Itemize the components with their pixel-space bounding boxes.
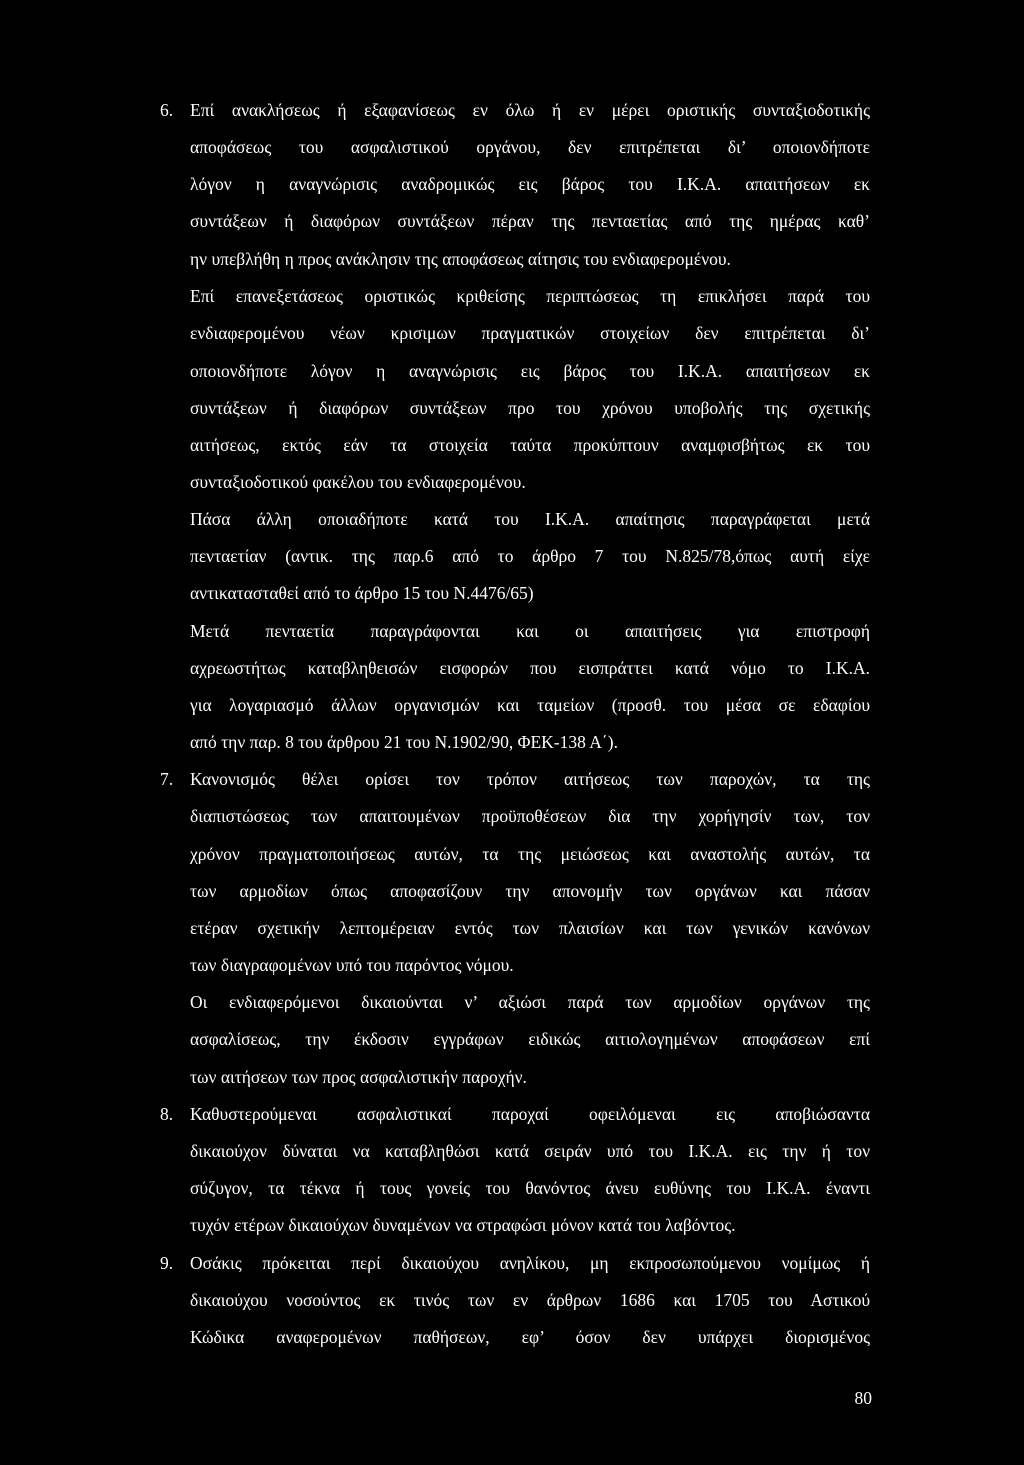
text-line: δικαιούχον δύναται να καταβληθώσι κατά σειράν υπό του Ι.Κ.Α. εις την ή τον — [190, 1141, 870, 1161]
text-line: Οι ενδιαφερόμενοι δικαιούνται ν’ αξιώσι παρά των αρμοδίων οργάνων της — [190, 992, 870, 1012]
text-line: για λογαριασμό άλλων οργανισμών και ταμείων (προσθ. του μέσα σε εδαφίου — [190, 695, 870, 715]
text-line: διαπιστώσεως των απαιτουμένων προϋποθέσεων δια την χορήγησίν των, τον — [190, 806, 870, 826]
text-line: σύζυγον, τα τέκνα ή τους γονείς του θανόντος άνευ ευθύνης του Ι.Κ.Α. έναντι — [190, 1178, 870, 1198]
text-line: αιτήσεως, εκτός εάν τα στοιχεία ταύτα προκύπτουν αναμφισβήτως εκ του — [190, 435, 870, 455]
text-line: οποιονδήποτε λόγον η αναγνώρισις εις βάρος του Ι.Κ.Α. απαιτήσεων εκ — [190, 361, 870, 381]
text-line: Μετά πενταετία παραγράφονται και οι απαιτήσεις για επιστροφή — [190, 621, 870, 641]
text-line: Πάσα άλλη οποιαδήποτε κατά του Ι.Κ.Α. απαίτησις παραγράφεται μετά — [190, 509, 870, 529]
item-number: 8. — [160, 1104, 174, 1124]
text-line: χρόνον πραγματοποιήσεως αυτών, τα της μειώσεως και αναστολής αυτών, τα — [190, 844, 870, 864]
text-line: αποφάσεως του ασφαλιστικού οργάνου, δεν επιτρέπεται δι’ οποιονδήποτε — [190, 137, 870, 157]
text-line: ετέραν σχετικήν λεπτομέρειαν εντός των πλαισίων και των γενικών κανόνων — [190, 918, 870, 938]
text-line: Κανονισμός θέλει ορίσει τον τρόπον αιτήσεως των παροχών, τα της — [190, 769, 870, 789]
text-line: πενταετίαν (αντικ. της παρ.6 από το άρθρο 7 του Ν.825/78,όπως αυτή είχε — [190, 546, 870, 566]
text-line: Καθυστερούμεναι ασφαλιστικαί παροχαί οφειλόμεναι εις αποβιώσαντα — [190, 1104, 870, 1124]
text-line: από την παρ. 8 του άρθρου 21 του Ν.1902/90, ΦΕΚ-138 Α΄). — [190, 732, 618, 752]
text-line: συνταξιοδοτικού φακέλου του ενδιαφερομένου. — [190, 472, 526, 492]
text-line: δικαιούχου νοσούντος εκ τινός των εν άρθρων 1686 και 1705 του Αστικού — [190, 1290, 870, 1310]
text-line: Επί ανακλήσεως ή εξαφανίσεως εν όλω ή εν μέρει οριστικής συνταξιοδοτικής — [190, 100, 870, 120]
text-line: ενδιαφερομένου νέων κρισιμων πραγματικών στοιχείων δεν επιτρέπεται δι’ — [190, 323, 870, 343]
item-number: 6. — [160, 100, 174, 120]
text-line: ην υπεβλήθη η προς ανάκλησιν της αποφάσεως αίτησις του ενδιαφερομένου. — [190, 249, 731, 269]
text-line: τυχόν ετέρων δικαιούχων δυναμένων να στραφώσι μόνον κατά του λαβόντος. — [190, 1215, 736, 1235]
text-line: των διαγραφομένων υπό του παρόντος νόμου. — [190, 955, 514, 975]
text-line: αντικατασταθεί από το άρθρο 15 του Ν.4476/65) — [190, 583, 534, 603]
text-line: ασφαλίσεως, την έκδοσιν εγγράφων ειδικώς αιτιολογημένων αποφάσεων επί — [190, 1029, 870, 1049]
item-number: 7. — [160, 769, 174, 789]
text-line: των αρμοδίων όπως αποφασίζουν την απονομήν των οργάνων και πάσαν — [190, 881, 870, 901]
text-line: Κώδικα αναφερομένων παθήσεων, εφ’ όσον δεν υπάρχει διορισμένος — [190, 1327, 870, 1347]
text-line: Οσάκις πρόκειται περί δικαιούχου ανηλίκου, μη εκπροσωπούμενου νομίμως ή — [190, 1253, 870, 1273]
text-line: λόγον η αναγνώρισις αναδρομικώς εις βάρος του Ι.Κ.Α. απαιτήσεων εκ — [190, 174, 870, 194]
text-line: των αιτήσεων των προς ασφαλιστικήν παροχήν. — [190, 1067, 527, 1087]
text-line: συντάξεων ή διαφόρων συντάξεων προ του χρόνου υποβολής της σχετικής — [190, 398, 870, 418]
text-line: Επί επανεξετάσεως οριστικώς κριθείσης περιπτώσεως τη επικλήσει παρά του — [190, 286, 870, 306]
page-number: 80 — [854, 1388, 872, 1408]
item-number: 9. — [160, 1253, 174, 1273]
text-line: συντάξεων ή διαφόρων συντάξεων πέραν της πενταετίας από της ημέρας καθ’ — [190, 211, 870, 231]
text-line: αχρεωστήτως καταβληθεισών εισφορών που εισπράττει κατά νόμο το Ι.Κ.Α. — [190, 658, 870, 678]
